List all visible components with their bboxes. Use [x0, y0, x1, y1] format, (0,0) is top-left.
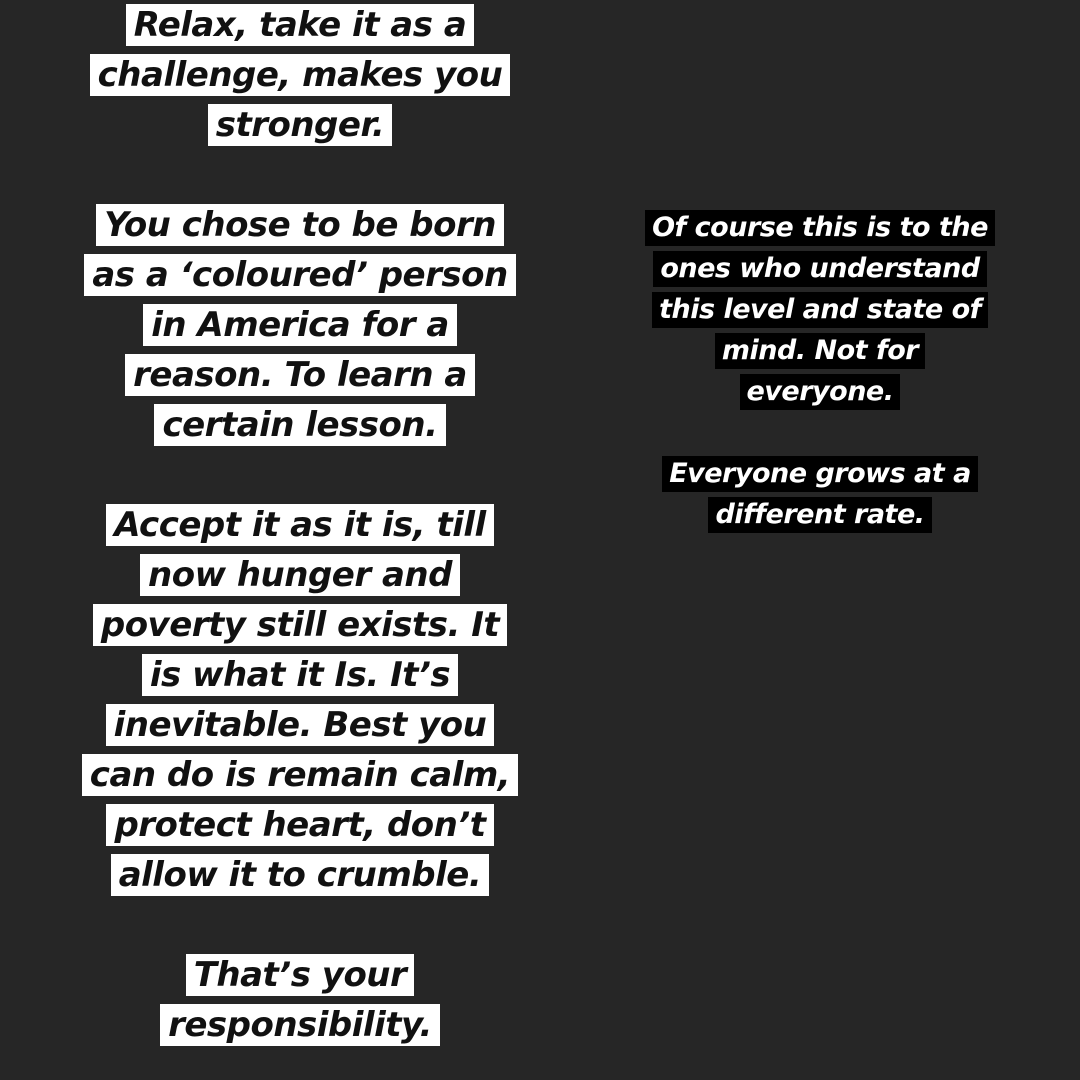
- text-line: Of course this is to the: [645, 210, 995, 246]
- text-line: reason. To learn a: [125, 354, 475, 396]
- paragraph-gap: [0, 904, 600, 954]
- paragraph-gap: [0, 154, 600, 204]
- paragraph-gap: [600, 415, 1040, 456]
- text-line: mind. Not for: [715, 333, 925, 369]
- text-line: everyone.: [740, 374, 901, 410]
- text-line: is what it Is. It’s: [142, 654, 458, 696]
- left-text-column: [0, 4, 600, 1054]
- text-line: protect heart, don’t: [106, 804, 493, 846]
- right-paragraph: [600, 210, 1040, 415]
- text-line: certain lesson.: [154, 404, 445, 446]
- text-line: challenge, makes you: [90, 54, 511, 96]
- text-line: responsibility.: [160, 1004, 440, 1046]
- text-line: in America for a: [143, 304, 457, 346]
- text-line: inevitable. Best you: [106, 704, 495, 746]
- text-line: Everyone grows at a: [662, 456, 978, 492]
- right-paragraph: [600, 456, 1040, 538]
- paragraph-gap: [0, 454, 600, 504]
- left-paragraph: [0, 504, 600, 904]
- text-line: You chose to be born: [96, 204, 504, 246]
- left-paragraph: [0, 204, 600, 454]
- text-line: poverty still exists. It: [93, 604, 507, 646]
- text-line: ones who understand: [653, 251, 986, 287]
- text-line: allow it to crumble.: [111, 854, 490, 896]
- text-line: That’s your: [186, 954, 415, 996]
- right-text-column: [600, 210, 1040, 538]
- text-line: stronger.: [208, 104, 393, 146]
- text-line: different rate.: [708, 497, 931, 533]
- text-line: Accept it as it is, till: [106, 504, 493, 546]
- text-line: can do is remain calm,: [82, 754, 518, 796]
- text-line: Relax, take it as a: [126, 4, 475, 46]
- text-line: this level and state of: [652, 292, 988, 328]
- text-line: now hunger and: [140, 554, 460, 596]
- text-line: as a ‘coloured’ person: [84, 254, 515, 296]
- left-paragraph: [0, 4, 600, 154]
- left-paragraph: [0, 954, 600, 1054]
